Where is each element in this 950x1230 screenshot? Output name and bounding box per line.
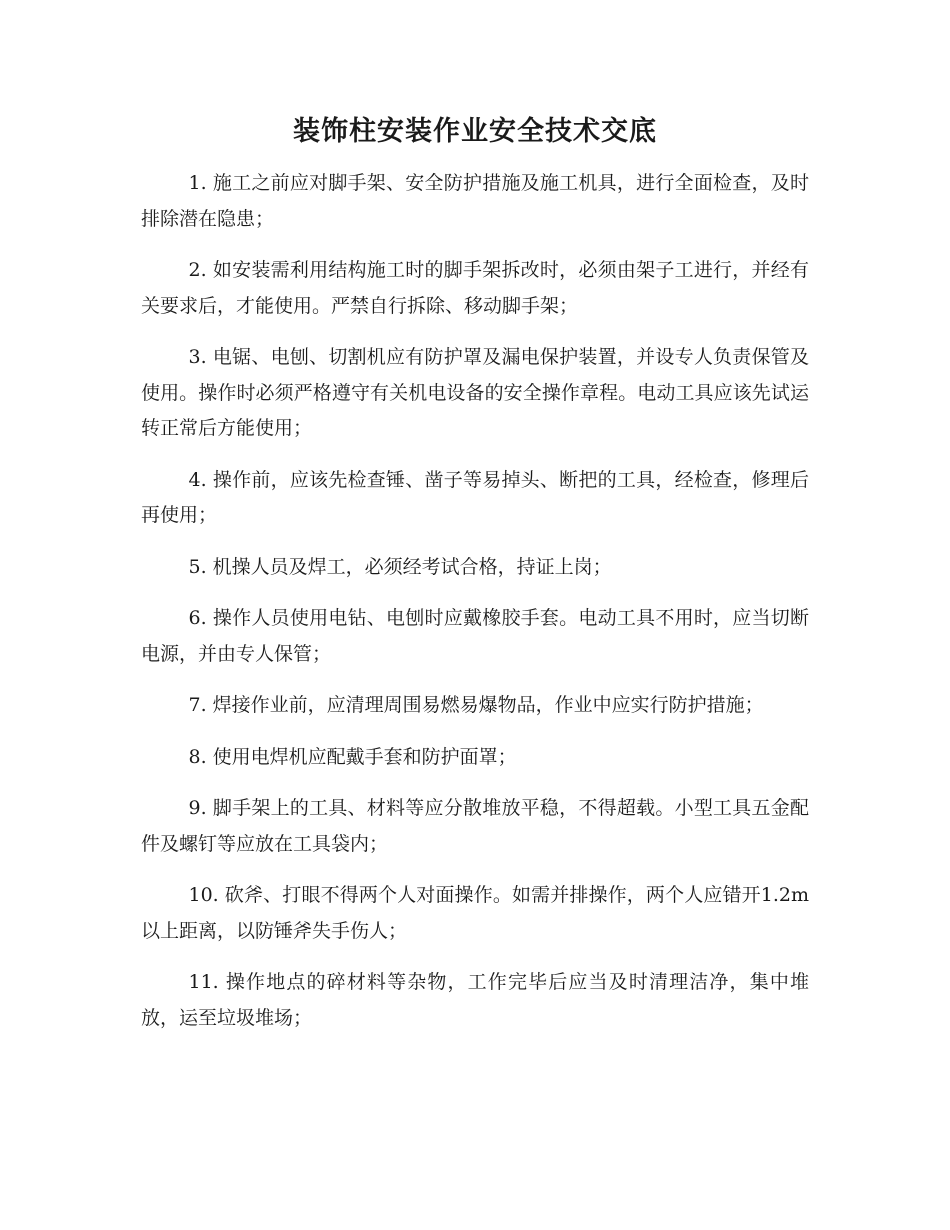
list-item: 7. 焊接作业前，应清理周围易燃易爆物品，作业中应实行防护措施； (188, 694, 764, 716)
list-item: 11. 操作地点的碎材料等杂物，工作完毕后应当及时清理洁净，集中堆放，运至垃圾堆场； (141, 971, 809, 1029)
document-title: 装饰柱安装作业安全技术交底 (293, 116, 657, 147)
list-item: 6. 操作人员使用电钻、电刨时应戴橡胶手套。电动工具不用时，应当切断电源，并由专人保管； (141, 607, 809, 665)
list-item: 10. 砍斧、打眼不得两个人对面操作。如需并排操作，两个人应错开1.2m以上距离，以防锤斧失手伤人； (141, 884, 809, 942)
list-item: 2. 如安装需利用结构施工时的脚手架拆改时，必须由架子工进行，并经有关要求后，才能使用。严禁自行拆除、移动脚手架； (141, 259, 809, 317)
list-item: 8. 使用电焊机应配戴手套和防护面罩； (188, 745, 517, 768)
list-item: 4. 操作前，应该先检查锤、凿子等易掉头、断把的工具，经检查，修理后再使用； (141, 468, 809, 526)
list-item: 5. 机操人员及焊工，必须经考试合格，持证上岗； (188, 555, 612, 578)
list-item: 9. 脚手架上的工具、材料等应分散堆放平稳，不得超载。小型工具五金配件及螺钉等应放在工具袋内； (141, 797, 809, 855)
safety-items-list (141, 166, 809, 1052)
list-item: 1. 施工之前应对脚手架、安全防护措施及施工机具，进行全面检查，及时排除潜在隐患； (141, 172, 809, 230)
list-item: 3. 电锯、电刨、切割机应有防护罩及漏电保护装置，并设专人负责保管及使用。操作时必须严格遵守有关机电设备的安全操作章程。电动工具应该先试运转正常后方能使用； (141, 346, 809, 439)
